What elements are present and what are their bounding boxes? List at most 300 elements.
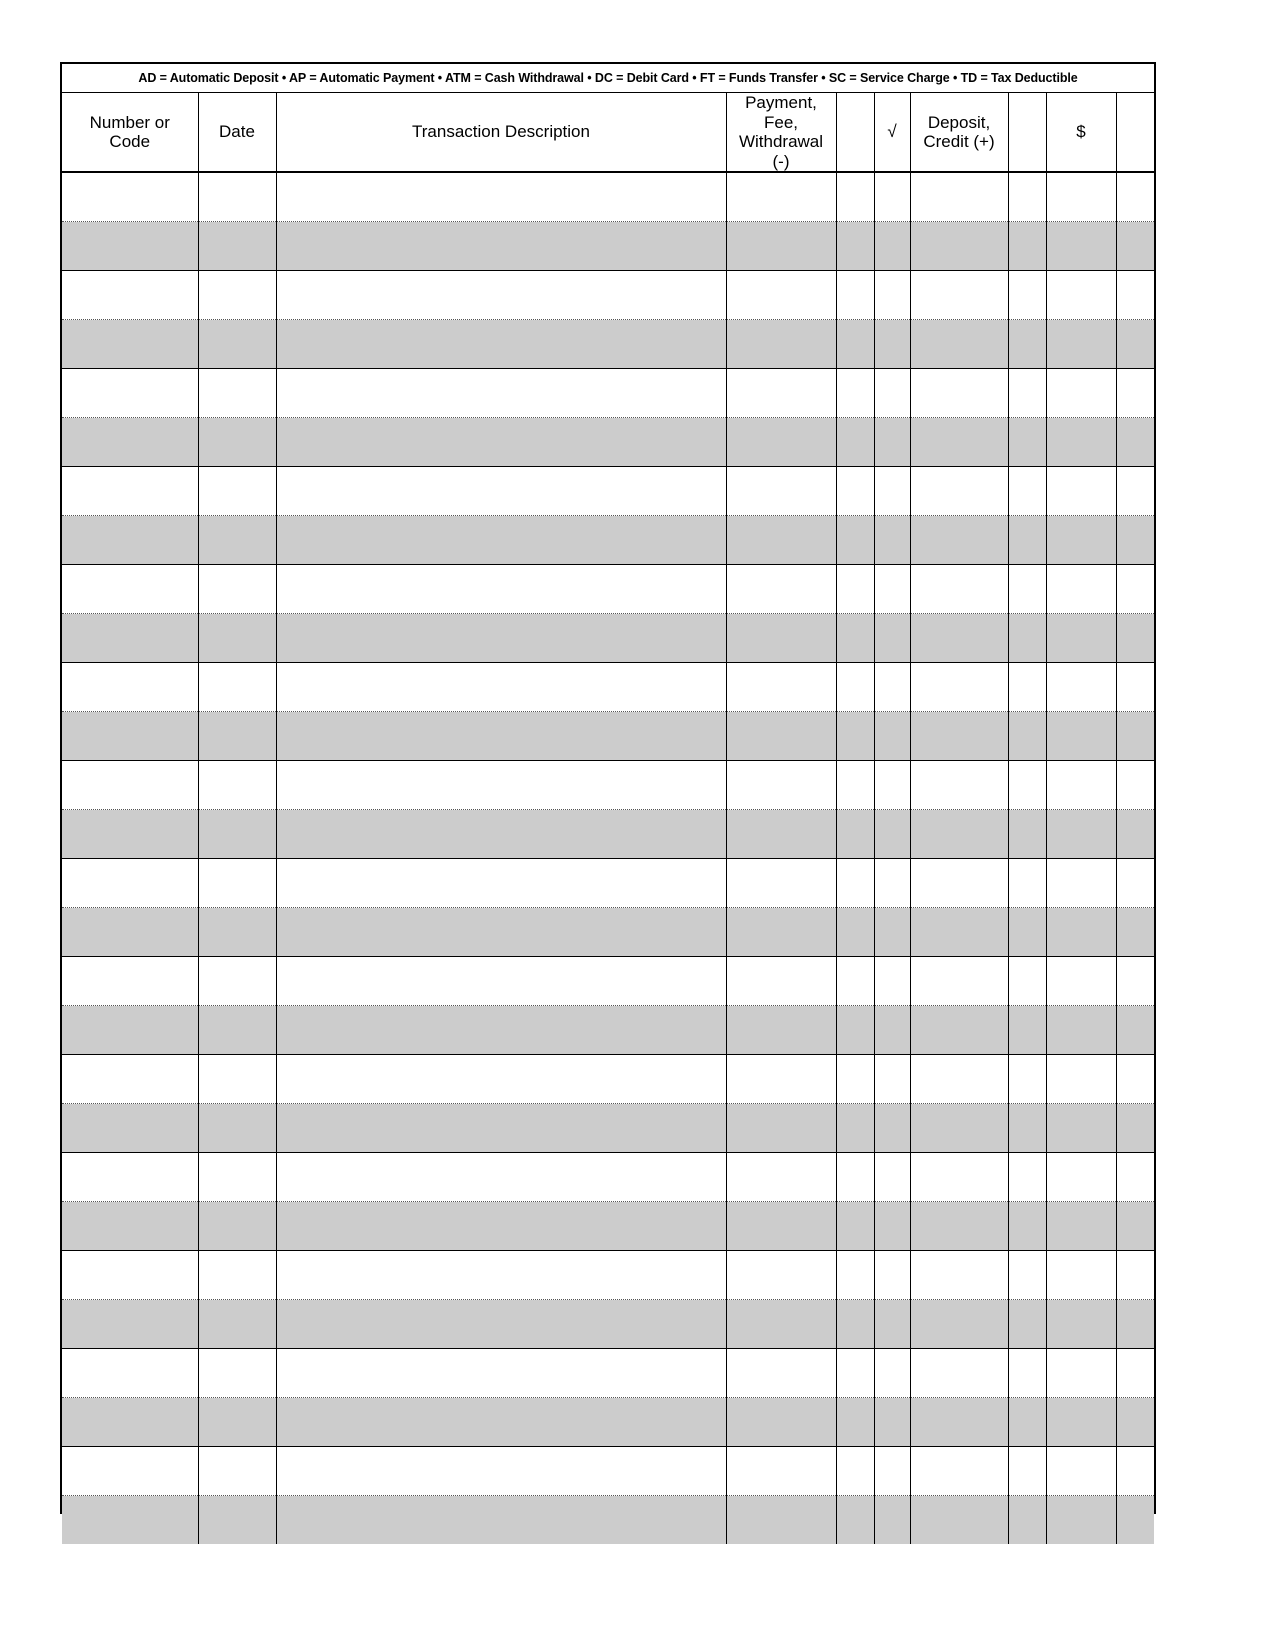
cell-balance[interactable] (1046, 810, 1116, 859)
cell-deposit-cents[interactable] (1008, 761, 1046, 810)
cell-description[interactable] (276, 1006, 726, 1055)
cell-payment[interactable] (726, 1398, 836, 1447)
table-row (62, 1153, 1154, 1202)
table-row (62, 1104, 1154, 1153)
cell-balance[interactable] (1046, 418, 1116, 467)
cell-balance[interactable] (1046, 172, 1116, 222)
cell-deposit[interactable] (910, 1251, 1008, 1300)
cell-balance[interactable] (1046, 859, 1116, 908)
cell-number[interactable] (62, 859, 198, 908)
cell-payment-cents[interactable] (836, 1496, 874, 1545)
cell-description[interactable] (276, 1202, 726, 1251)
cell-deposit[interactable] (910, 1055, 1008, 1104)
cell-date[interactable] (198, 712, 276, 761)
cell-description[interactable] (276, 222, 726, 271)
cell-balance-cents[interactable] (1116, 663, 1154, 712)
cell-date[interactable] (198, 1447, 276, 1496)
table-row (62, 1447, 1154, 1496)
cell-number[interactable] (62, 1006, 198, 1055)
cell-payment[interactable] (726, 320, 836, 369)
cell-check[interactable] (874, 320, 910, 369)
cell-payment-cents[interactable] (836, 761, 874, 810)
cell-description[interactable] (276, 614, 726, 663)
cell-balance-cents[interactable] (1116, 614, 1154, 663)
cell-balance[interactable] (1046, 1153, 1116, 1202)
header-row (62, 93, 1154, 172)
cell-deposit-cents[interactable] (1008, 663, 1046, 712)
cell-number[interactable] (62, 1153, 198, 1202)
cell-payment[interactable] (726, 761, 836, 810)
cell-deposit-cents[interactable] (1008, 565, 1046, 614)
cell-description[interactable] (276, 1153, 726, 1202)
cell-balance[interactable] (1046, 222, 1116, 271)
cell-deposit-cents[interactable] (1008, 1104, 1046, 1153)
cell-balance-cents[interactable] (1116, 1104, 1154, 1153)
cell-deposit[interactable] (910, 859, 1008, 908)
cell-payment[interactable] (726, 369, 836, 418)
cell-deposit[interactable] (910, 1398, 1008, 1447)
cell-deposit[interactable] (910, 222, 1008, 271)
cell-deposit[interactable] (910, 1349, 1008, 1398)
cell-payment[interactable] (726, 418, 836, 467)
cell-description[interactable] (276, 1447, 726, 1496)
cell-balance[interactable] (1046, 516, 1116, 565)
cell-deposit[interactable] (910, 467, 1008, 516)
cell-check[interactable] (874, 369, 910, 418)
cell-date[interactable] (198, 1104, 276, 1153)
cell-deposit-cents[interactable] (1008, 222, 1046, 271)
cell-payment[interactable] (726, 271, 836, 320)
cell-payment-cents[interactable] (836, 908, 874, 957)
cell-payment-cents[interactable] (836, 369, 874, 418)
cell-check[interactable] (874, 271, 910, 320)
cell-payment[interactable] (726, 172, 836, 222)
cell-description[interactable] (276, 1349, 726, 1398)
cell-payment[interactable] (726, 1104, 836, 1153)
cell-balance[interactable] (1046, 663, 1116, 712)
cell-date[interactable] (198, 565, 276, 614)
cell-check[interactable] (874, 222, 910, 271)
cell-payment[interactable] (726, 1202, 836, 1251)
cell-payment-cents[interactable] (836, 957, 874, 1006)
cell-payment[interactable] (726, 957, 836, 1006)
cell-payment-cents[interactable] (836, 467, 874, 516)
cell-number[interactable] (62, 369, 198, 418)
cell-payment-cents[interactable] (836, 712, 874, 761)
cell-deposit-cents[interactable] (1008, 1496, 1046, 1545)
cell-payment[interactable] (726, 1006, 836, 1055)
cell-number[interactable] (62, 614, 198, 663)
cell-payment[interactable] (726, 810, 836, 859)
table-row (62, 172, 1154, 222)
cell-date[interactable] (198, 1153, 276, 1202)
cell-balance[interactable] (1046, 320, 1116, 369)
cell-payment[interactable] (726, 1300, 836, 1349)
cell-balance[interactable] (1046, 1496, 1116, 1545)
cell-date[interactable] (198, 1055, 276, 1104)
cell-date[interactable] (198, 369, 276, 418)
cell-balance[interactable] (1046, 369, 1116, 418)
cell-balance-cents[interactable] (1116, 1398, 1154, 1447)
cell-description[interactable] (276, 663, 726, 712)
cell-check[interactable] (874, 1349, 910, 1398)
cell-date[interactable] (198, 957, 276, 1006)
cell-payment-cents[interactable] (836, 1349, 874, 1398)
cell-deposit-cents[interactable] (1008, 1055, 1046, 1104)
cell-number[interactable] (62, 222, 198, 271)
cell-deposit-cents[interactable] (1008, 712, 1046, 761)
cell-deposit[interactable] (910, 1447, 1008, 1496)
cell-deposit[interactable] (910, 565, 1008, 614)
cell-balance-cents[interactable] (1116, 810, 1154, 859)
cell-check[interactable] (874, 1104, 910, 1153)
cell-deposit[interactable] (910, 761, 1008, 810)
cell-balance-cents[interactable] (1116, 369, 1154, 418)
cell-number[interactable] (62, 1447, 198, 1496)
cell-deposit-cents[interactable] (1008, 908, 1046, 957)
cell-deposit[interactable] (910, 614, 1008, 663)
legend-text: AD = Automatic Deposit • AP = Automatic Payment • ATM = Cash Withdrawal • DC = Debit Card • FT = Funds Transfer • SC = Service Charge • TD = Tax Deductible (138, 71, 1078, 85)
cell-check[interactable] (874, 1055, 910, 1104)
cell-check[interactable] (874, 1202, 910, 1251)
cell-balance[interactable] (1046, 1006, 1116, 1055)
cell-description[interactable] (276, 418, 726, 467)
cell-payment-cents[interactable] (836, 1398, 874, 1447)
cell-balance[interactable] (1046, 1055, 1116, 1104)
cell-payment[interactable] (726, 663, 836, 712)
cell-payment[interactable] (726, 1055, 836, 1104)
cell-check[interactable] (874, 957, 910, 1006)
cell-check[interactable] (874, 1251, 910, 1300)
cell-deposit[interactable] (910, 957, 1008, 1006)
cell-balance[interactable] (1046, 1251, 1116, 1300)
cell-payment[interactable] (726, 908, 836, 957)
cell-check[interactable] (874, 1006, 910, 1055)
cell-date[interactable] (198, 1251, 276, 1300)
table-row (62, 1055, 1154, 1104)
cell-date[interactable] (198, 614, 276, 663)
cell-deposit[interactable] (910, 1300, 1008, 1349)
cell-date[interactable] (198, 418, 276, 467)
cell-payment[interactable] (726, 467, 836, 516)
cell-description[interactable] (276, 1251, 726, 1300)
cell-description[interactable] (276, 957, 726, 1006)
cell-check[interactable] (874, 1153, 910, 1202)
cell-date[interactable] (198, 908, 276, 957)
cell-balance-cents[interactable] (1116, 516, 1154, 565)
cell-description[interactable] (276, 565, 726, 614)
table-row (62, 320, 1154, 369)
cell-date[interactable] (198, 222, 276, 271)
cell-payment-cents[interactable] (836, 1202, 874, 1251)
cell-check[interactable] (874, 1447, 910, 1496)
cell-deposit-cents[interactable] (1008, 957, 1046, 1006)
cell-payment-cents[interactable] (836, 1251, 874, 1300)
cell-deposit[interactable] (910, 418, 1008, 467)
cell-check[interactable] (874, 1300, 910, 1349)
cell-date[interactable] (198, 810, 276, 859)
cell-description[interactable] (276, 1398, 726, 1447)
cell-payment[interactable] (726, 712, 836, 761)
cell-balance-cents[interactable] (1116, 1006, 1154, 1055)
cell-date[interactable] (198, 172, 276, 222)
cell-payment-cents[interactable] (836, 1300, 874, 1349)
cell-date[interactable] (198, 1006, 276, 1055)
cell-balance-cents[interactable] (1116, 418, 1154, 467)
cell-date[interactable] (198, 1496, 276, 1545)
cell-payment-cents[interactable] (836, 271, 874, 320)
cell-deposit[interactable] (910, 1006, 1008, 1055)
cell-number[interactable] (62, 172, 198, 222)
cell-deposit[interactable] (910, 1153, 1008, 1202)
cell-payment-cents[interactable] (836, 222, 874, 271)
cell-number[interactable] (62, 1251, 198, 1300)
cell-date[interactable] (198, 761, 276, 810)
cell-balance-cents[interactable] (1116, 1251, 1154, 1300)
cell-check[interactable] (874, 908, 910, 957)
cell-description[interactable] (276, 761, 726, 810)
cell-deposit[interactable] (910, 271, 1008, 320)
cell-balance[interactable] (1046, 467, 1116, 516)
cell-payment-cents[interactable] (836, 1055, 874, 1104)
cell-balance-cents[interactable] (1116, 908, 1154, 957)
cell-number[interactable] (62, 1496, 198, 1545)
column-header-balance-cents (1116, 93, 1154, 172)
cell-payment-cents[interactable] (836, 565, 874, 614)
cell-date[interactable] (198, 320, 276, 369)
cell-balance-cents[interactable] (1116, 271, 1154, 320)
cell-deposit[interactable] (910, 516, 1008, 565)
cell-balance[interactable] (1046, 565, 1116, 614)
cell-deposit[interactable] (910, 172, 1008, 222)
cell-date[interactable] (198, 1349, 276, 1398)
cell-number[interactable] (62, 271, 198, 320)
cell-deposit-cents[interactable] (1008, 172, 1046, 222)
cell-number[interactable] (62, 565, 198, 614)
cell-balance-cents[interactable] (1116, 859, 1154, 908)
cell-balance[interactable] (1046, 1447, 1116, 1496)
column-header-deposit-line2: Credit (+) (923, 132, 995, 152)
cell-balance[interactable] (1046, 1202, 1116, 1251)
cell-payment-cents[interactable] (836, 1153, 874, 1202)
cell-deposit[interactable] (910, 320, 1008, 369)
cell-balance-cents[interactable] (1116, 1349, 1154, 1398)
cell-description[interactable] (276, 712, 726, 761)
cell-payment-cents[interactable] (836, 1104, 874, 1153)
cell-number[interactable] (62, 1349, 198, 1398)
cell-balance[interactable] (1046, 908, 1116, 957)
cell-number[interactable] (62, 712, 198, 761)
cell-date[interactable] (198, 467, 276, 516)
cell-payment[interactable] (726, 1447, 836, 1496)
table-row (62, 1202, 1154, 1251)
cell-balance-cents[interactable] (1116, 1153, 1154, 1202)
cell-payment[interactable] (726, 565, 836, 614)
cell-deposit-cents[interactable] (1008, 810, 1046, 859)
cell-number[interactable] (62, 957, 198, 1006)
cell-deposit-cents[interactable] (1008, 418, 1046, 467)
cell-payment-cents[interactable] (836, 810, 874, 859)
cell-deposit-cents[interactable] (1008, 614, 1046, 663)
cell-deposit-cents[interactable] (1008, 1349, 1046, 1398)
cell-balance[interactable] (1046, 712, 1116, 761)
cell-balance-cents[interactable] (1116, 712, 1154, 761)
cell-payment[interactable] (726, 614, 836, 663)
cell-number[interactable] (62, 1398, 198, 1447)
cell-payment-cents[interactable] (836, 663, 874, 712)
cell-deposit-cents[interactable] (1008, 320, 1046, 369)
cell-description[interactable] (276, 1055, 726, 1104)
table-row (62, 663, 1154, 712)
cell-payment[interactable] (726, 1349, 836, 1398)
cell-balance[interactable] (1046, 761, 1116, 810)
cell-check[interactable] (874, 614, 910, 663)
cell-check[interactable] (874, 516, 910, 565)
cell-date[interactable] (198, 663, 276, 712)
cell-number[interactable] (62, 1055, 198, 1104)
table-row (62, 859, 1154, 908)
cell-payment[interactable] (726, 859, 836, 908)
cell-number[interactable] (62, 908, 198, 957)
cell-deposit[interactable] (910, 712, 1008, 761)
cell-payment[interactable] (726, 516, 836, 565)
cell-balance-cents[interactable] (1116, 1202, 1154, 1251)
cell-balance-cents[interactable] (1116, 957, 1154, 1006)
cell-check[interactable] (874, 712, 910, 761)
cell-number[interactable] (62, 810, 198, 859)
cell-description[interactable] (276, 369, 726, 418)
cell-deposit[interactable] (910, 663, 1008, 712)
cell-check[interactable] (874, 810, 910, 859)
cell-balance[interactable] (1046, 957, 1116, 1006)
cell-deposit-cents[interactable] (1008, 369, 1046, 418)
cell-date[interactable] (198, 271, 276, 320)
cell-check[interactable] (874, 859, 910, 908)
cell-payment[interactable] (726, 1496, 836, 1545)
cell-payment-cents[interactable] (836, 1006, 874, 1055)
cell-description[interactable] (276, 1104, 726, 1153)
cell-check[interactable] (874, 418, 910, 467)
cell-payment-cents[interactable] (836, 516, 874, 565)
cell-description[interactable] (276, 859, 726, 908)
cell-number[interactable] (62, 1104, 198, 1153)
cell-payment-cents[interactable] (836, 1447, 874, 1496)
cell-balance[interactable] (1046, 1300, 1116, 1349)
cell-description[interactable] (276, 320, 726, 369)
cell-balance-cents[interactable] (1116, 222, 1154, 271)
cell-balance-cents[interactable] (1116, 1055, 1154, 1104)
cell-deposit-cents[interactable] (1008, 516, 1046, 565)
cell-date[interactable] (198, 1398, 276, 1447)
cell-number[interactable] (62, 663, 198, 712)
cell-balance[interactable] (1046, 1398, 1116, 1447)
cell-balance[interactable] (1046, 271, 1116, 320)
table-row (62, 1349, 1154, 1398)
cell-number[interactable] (62, 1300, 198, 1349)
cell-check[interactable] (874, 663, 910, 712)
cell-description[interactable] (276, 467, 726, 516)
table-row (62, 712, 1154, 761)
cell-deposit[interactable] (910, 369, 1008, 418)
cell-deposit-cents[interactable] (1008, 1251, 1046, 1300)
cell-payment[interactable] (726, 1153, 836, 1202)
column-header-balance: $ (1046, 93, 1116, 172)
cell-balance-cents[interactable] (1116, 1300, 1154, 1349)
cell-check[interactable] (874, 565, 910, 614)
cell-date[interactable] (198, 516, 276, 565)
cell-deposit-cents[interactable] (1008, 1300, 1046, 1349)
cell-description[interactable] (276, 1496, 726, 1545)
cell-deposit-cents[interactable] (1008, 467, 1046, 516)
cell-check[interactable] (874, 1496, 910, 1545)
cell-deposit-cents[interactable] (1008, 1006, 1046, 1055)
cell-date[interactable] (198, 1300, 276, 1349)
cell-deposit-cents[interactable] (1008, 1447, 1046, 1496)
cell-deposit[interactable] (910, 908, 1008, 957)
cell-balance[interactable] (1046, 1349, 1116, 1398)
cell-description[interactable] (276, 271, 726, 320)
cell-balance-cents[interactable] (1116, 1447, 1154, 1496)
table-row (62, 1496, 1154, 1545)
cell-deposit-cents[interactable] (1008, 859, 1046, 908)
cell-description[interactable] (276, 908, 726, 957)
cell-payment-cents[interactable] (836, 172, 874, 222)
cell-number[interactable] (62, 467, 198, 516)
cell-payment-cents[interactable] (836, 320, 874, 369)
table-row (62, 761, 1154, 810)
cell-deposit[interactable] (910, 1496, 1008, 1545)
cell-deposit-cents[interactable] (1008, 1398, 1046, 1447)
cell-balance-cents[interactable] (1116, 565, 1154, 614)
cell-payment-cents[interactable] (836, 859, 874, 908)
cell-balance-cents[interactable] (1116, 761, 1154, 810)
cell-deposit-cents[interactable] (1008, 1153, 1046, 1202)
cell-payment-cents[interactable] (836, 418, 874, 467)
cell-deposit-cents[interactable] (1008, 1202, 1046, 1251)
cell-check[interactable] (874, 172, 910, 222)
cell-deposit[interactable] (910, 810, 1008, 859)
cell-deposit[interactable] (910, 1104, 1008, 1153)
cell-date[interactable] (198, 1202, 276, 1251)
cell-description[interactable] (276, 516, 726, 565)
cell-number[interactable] (62, 761, 198, 810)
cell-balance-cents[interactable] (1116, 1496, 1154, 1545)
cell-balance[interactable] (1046, 1104, 1116, 1153)
cell-payment[interactable] (726, 1251, 836, 1300)
cell-date[interactable] (198, 859, 276, 908)
cell-description[interactable] (276, 810, 726, 859)
cell-number[interactable] (62, 1202, 198, 1251)
cell-balance-cents[interactable] (1116, 467, 1154, 516)
cell-number[interactable] (62, 418, 198, 467)
cell-number[interactable] (62, 516, 198, 565)
cell-description[interactable] (276, 172, 726, 222)
cell-balance-cents[interactable] (1116, 172, 1154, 222)
cell-deposit-cents[interactable] (1008, 271, 1046, 320)
cell-deposit[interactable] (910, 1202, 1008, 1251)
cell-payment-cents[interactable] (836, 614, 874, 663)
cell-check[interactable] (874, 761, 910, 810)
cell-number[interactable] (62, 320, 198, 369)
cell-balance-cents[interactable] (1116, 320, 1154, 369)
table-row (62, 1300, 1154, 1349)
cell-balance[interactable] (1046, 614, 1116, 663)
cell-description[interactable] (276, 1300, 726, 1349)
cell-check[interactable] (874, 1398, 910, 1447)
cell-payment[interactable] (726, 222, 836, 271)
check-register (60, 62, 1156, 1514)
cell-check[interactable] (874, 467, 910, 516)
